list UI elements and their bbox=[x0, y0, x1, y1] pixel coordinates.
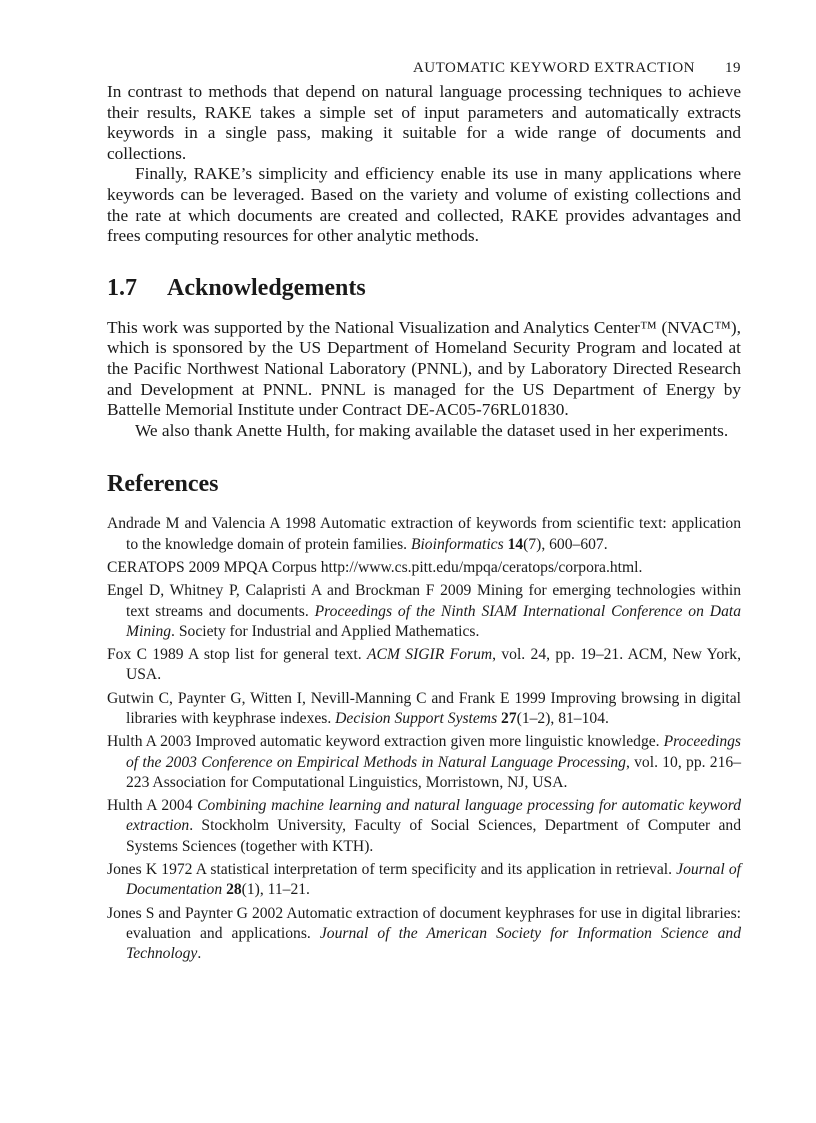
ref-text: Jones K 1972 A statistical interpretation of term specificity and its application in retrieval. bbox=[107, 861, 677, 879]
running-title: AUTOMATIC KEYWORD EXTRACTION bbox=[412, 60, 695, 76]
ref-text: CERATOPS 2009 MPQA Corpus http://www.cs.pitt.edu/mpqa/ceratops/corpora.html. bbox=[107, 558, 643, 576]
ref-text: Hulth A 2003 Improved automatic keyword extraction given more linguistic knowledge. bbox=[107, 733, 664, 751]
ref-text: Gutwin C, Paynter G, Witten I, Nevill-Manning C and Frank E 1999 Improving browsing in digital libraries with keyphrase indexes. bbox=[107, 689, 741, 727]
reference-item: Andrade M and Valencia A 1998 Automatic extraction of keywords from scientific text: application to the knowledge domain of protein families. Bioinformatics 14(7), 600–607. bbox=[107, 515, 741, 553]
ref-journal: ACM SIGIR Forum bbox=[367, 646, 493, 664]
ref-journal: Decision Support Systems bbox=[335, 709, 498, 727]
reference-item: Jones S and Paynter G 2002 Automatic extraction of document keyphrases for use in digital libraries: evaluation and applications. Journal of the American Society for Information Science and Technology. bbox=[107, 904, 741, 963]
reference-item: Fox C 1989 A stop list for general text. ACM SIGIR Forum, vol. 24, pp. 19–21. ACM, New York, USA. bbox=[107, 646, 742, 684]
reference-item: Jones K 1972 A statistical interpretation of term specificity and its application in retrieval. Journal of Documentation 28(1), 11–21. bbox=[107, 861, 741, 899]
body-paragraph: Finally, RAKE’s simplicity and efficiency enable its use in many applications where keywords can be leveraged. Based on the variety and volume of existing collections and the rate at which documents are created and collected, RAKE provides advantages and frees computing resources for other analytic methods. bbox=[107, 164, 741, 246]
reference-item: Hulth A 2004 Combining machine learning and natural language processing for automatic keyword extraction. Stockholm University, Faculty of Social Sciences, Department of Computer and Systems Sciences (together with KTH). bbox=[107, 797, 741, 855]
section-title: Acknowledgements bbox=[167, 274, 366, 301]
ref-journal: Proceedings of the Ninth SIAM International Conference on Data Mining bbox=[126, 602, 741, 640]
ref-text: Fox C 1989 A stop list for general text. bbox=[107, 646, 368, 664]
running-header bbox=[107, 60, 741, 82]
section-heading-acknowledgements bbox=[107, 275, 741, 302]
ref-text: Andrade M and Valencia A 1998 Automatic extraction of keywords from scientific text: application to the knowledge domain of protein families. bbox=[107, 515, 741, 553]
reference-item: Gutwin C, Paynter G, Witten I, Nevill-Manning C and Frank E 1999 Improving browsing in digital libraries with keyphrase indexes. Decision Support Systems 27(1–2), 81–104. bbox=[107, 689, 741, 727]
ref-journal: Journal of Documentation bbox=[126, 861, 741, 899]
ref-volume: 27 bbox=[501, 709, 517, 727]
ref-journal: Proceedings of the 2003 Conference on Empirical Methods in Natural Language Processing bbox=[126, 733, 741, 771]
reference-item: Engel D, Whitney P, Calapristi A and Brockman F 2009 Mining for emerging technologies within text streams and documents. Proceedings of the Ninth SIAM International Conference on Data Mining. Society for Industrial and Applied Mathematics. bbox=[107, 582, 741, 640]
ack-paragraph: We also thank Anette Hulth, for making available the dataset used in her experiments. bbox=[135, 420, 729, 440]
ref-volume: 28 bbox=[226, 881, 242, 899]
ref-volume: 14 bbox=[507, 535, 524, 553]
reference-list bbox=[107, 514, 741, 964]
references-heading: References bbox=[107, 471, 219, 498]
reference-item: Hulth A 2003 Improved automatic keyword extraction given more linguistic knowledge. Proceedings of the 2003 Conference on Empirical Methods in Natural Language Processing, vol. 10, pp. 216–223 Association for Computational Linguistics, Morristown, NJ, USA. bbox=[107, 733, 741, 791]
ref-text: Jones S and Paynter G 2002 Automatic extraction of document keyphrases for use in digital libraries: evaluation and applications. bbox=[107, 904, 741, 942]
ref-text: Hulth A 2004 bbox=[107, 797, 198, 815]
ref-journal: Combining machine learning and natural language processing for automatic keyword extraction bbox=[126, 797, 741, 835]
page bbox=[107, 60, 741, 968]
page-number: 19 bbox=[725, 60, 741, 76]
ref-journal: Journal of the American Society for Information Science and Technology bbox=[126, 924, 741, 963]
reference-item bbox=[107, 558, 741, 578]
body-paragraph: In contrast to methods that depend on natural language processing techniques to achieve their results, RAKE takes a simple set of input parameters and automatically extracts keywords in a single pass, making it suitable for a wide range of documents and collections. bbox=[107, 82, 741, 163]
ref-text: Engel D, Whitney P, Calapristi A and Brockman F 2009 Mining for emerging technologies within text streams and documents. bbox=[107, 582, 741, 620]
section-number: 1.7 bbox=[107, 274, 137, 301]
ref-journal: Bioinformatics bbox=[410, 535, 504, 553]
ack-paragraph: This work was supported by the National Visualization and Analytics Center™ (NVAC™), which is sponsored by the US Department of Homeland Security Program and located at the Pacific Northwest National Laboratory (PNNL), and by Laboratory Directed Research and Development at PNNL. PNNL is managed for the US Department of Energy by Battelle Memorial Institute under Contract DE-AC05-76RL01830. bbox=[107, 317, 741, 420]
